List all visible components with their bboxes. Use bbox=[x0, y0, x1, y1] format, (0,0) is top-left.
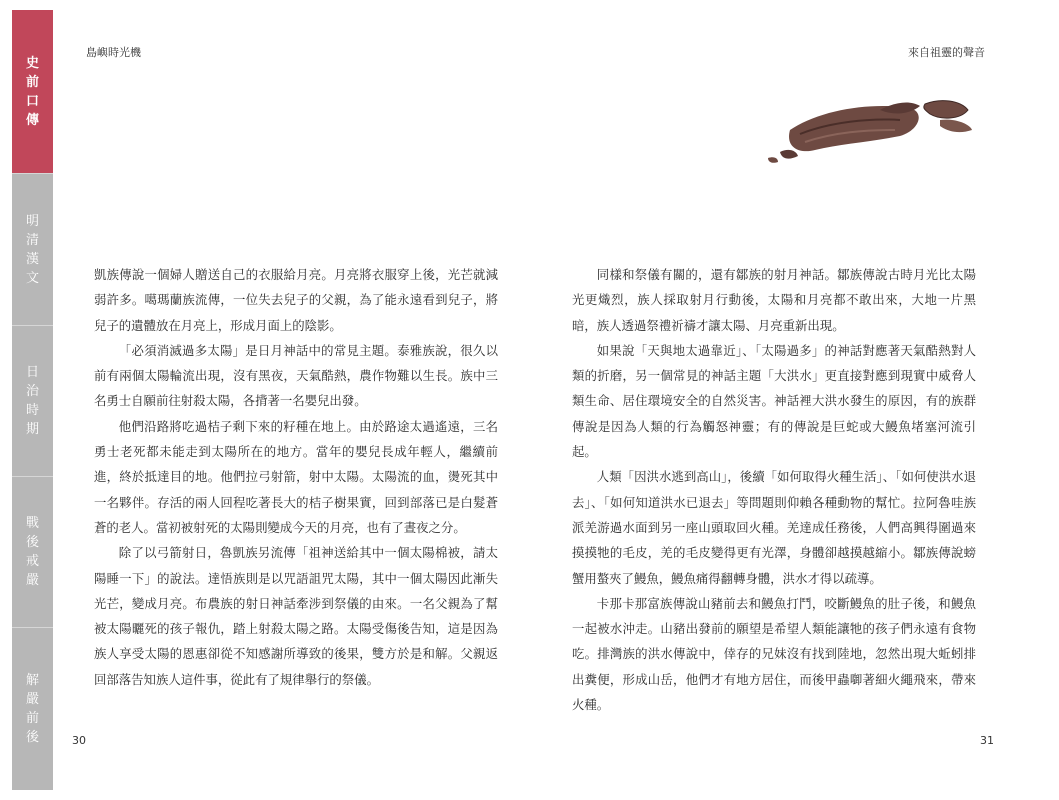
tab-char: 戒 bbox=[25, 554, 39, 569]
page-number-right: 31 bbox=[980, 734, 994, 747]
tab-japanese-era[interactable] bbox=[12, 325, 53, 476]
tab-char: 史 bbox=[25, 55, 39, 71]
tab-char: 治 bbox=[25, 384, 39, 399]
tab-char: 後 bbox=[25, 730, 39, 745]
tab-char: 文 bbox=[25, 270, 39, 286]
tab-char: 口 bbox=[25, 93, 39, 109]
tab-char: 解 bbox=[25, 673, 39, 688]
tab-post-martial-law[interactable] bbox=[12, 627, 53, 790]
tab-char: 明 bbox=[25, 213, 39, 229]
page-number-left: 30 bbox=[72, 734, 86, 747]
paragraph: 人類「因洪水逃到高山」，後續「如何取得火種生活」、「如何使洪水退去」、「如何知道洪水已退去」等問題則仰賴各種動物的幫忙。拉阿魯哇族派羌游過水面到另一座山頭取回火種。羌達成任務後，人們高興得圍過來摸摸牠的毛皮，羌的毛皮變得更有光澤，身體卻越摸越縮小。鄒族傳說螃蟹用螯夾了鰻魚，鰻魚痛得翻轉身體，洪水才得以疏導。 bbox=[572, 469, 976, 586]
tab-char: 前 bbox=[25, 74, 39, 90]
tab-char: 嚴 bbox=[25, 573, 39, 588]
rock-illustration bbox=[760, 90, 980, 170]
tab-char: 前 bbox=[25, 711, 39, 726]
paragraph: 凱族傳說一個婦人贈送自己的衣服給月亮。月亮將衣服穿上後，光芒就減弱許多。噶瑪蘭族流傳，一位失去兒子的父親，為了能永遠看到兒子，將兒子的遺體放在月亮上，形成月面上的陰影。 bbox=[94, 267, 498, 333]
tab-char: 嚴 bbox=[25, 692, 39, 707]
left-column-text bbox=[94, 262, 498, 692]
paragraph: 如果說「天與地太過靠近」、「太陽過多」的神話對應著天氣酷熱對人類的折磨，另一個常見的神話主題「大洪水」更直接對應到現實中威脅人類生命、居住環境安全的自然災害。神話裡大洪水發生的原因，有的族群傳說是因為人類的行為觸怒神靈；有的傳說是巨蛇或大鰻魚堵塞河流引起。 bbox=[572, 342, 976, 460]
running-header-right: 來自祖靈的聲音 bbox=[908, 46, 985, 59]
tab-char: 後 bbox=[25, 535, 39, 550]
paragraph: 除了以弓箭射日，魯凱族另流傳「祖神送給其中一個太陽棉被，請太陽睡一下」的說法。達悟族則是以咒語詛咒太陽，其中一個太陽因此漸失光芒，變成月亮。布農族的射日神話牽涉到祭儀的由來。一名父親為了幫被太陽曬死的孩子報仇，踏上射殺太陽之路。太陽受傷後告知，這是因為族人享受太陽的恩惠卻從不知感謝所導致的後果，雙方於是和解。父親返回部落告知族人這件事，從此有了規律舉行的祭儀。 bbox=[94, 545, 498, 687]
right-column-text bbox=[572, 262, 976, 717]
tab-char: 清 bbox=[25, 232, 39, 248]
tab-char: 日 bbox=[25, 365, 39, 380]
paragraph: 同樣和祭儀有關的，還有鄒族的射月神話。鄒族傳說古時月光比太陽光更熾烈，族人採取射月行動後，太陽和月亮都不敢出來，大地一片黑暗，族人透過祭禮祈禱才讓太陽、月亮重新出現。 bbox=[572, 267, 976, 333]
tab-prehistoric-oral[interactable] bbox=[12, 10, 53, 173]
chapter-sidebar bbox=[12, 10, 53, 790]
tab-char: 傳 bbox=[25, 112, 39, 128]
tab-ming-qing[interactable] bbox=[12, 173, 53, 325]
tab-char: 期 bbox=[25, 422, 39, 437]
tab-char: 戰 bbox=[25, 516, 39, 531]
tab-martial-law[interactable] bbox=[12, 476, 53, 627]
tab-char: 漢 bbox=[25, 251, 39, 267]
paragraph: 卡那卡那富族傳說山豬前去和鰻魚打鬥，咬斷鰻魚的肚子後，和鰻魚一起被水沖走。山豬出發前的願望是希望人類能讓牠的孩子們永遠有食物吃。排灣族的洪水傳說中，倖存的兄妹沒有找到陸地，忽然出現大蚯蚓排出糞便，形成山岳，他們才有地方居住，而後甲蟲啣著細火繩飛來，帶來火種。 bbox=[572, 595, 976, 713]
running-header-left: 島嶼時光機 bbox=[86, 46, 141, 59]
tab-char: 時 bbox=[25, 403, 39, 418]
paragraph: 他們沿路將吃過桔子剩下來的籽種在地上。由於路途太過遙遠，三名勇士老死都未能走到太陽所在的地方。當年的嬰兒長成年輕人，繼續前進，終於抵達目的地。他們拉弓射箭，射中太陽。太陽流的血，燙死其中一名夥伴。存活的兩人回程吃著長大的桔子樹果實，回到部落已是白髮蒼蒼的老人。當初被射死的太陽則變成今天的月亮，也有了晝夜之分。 bbox=[94, 418, 498, 535]
paragraph: 「必須消滅過多太陽」是日月神話中的常見主題。泰雅族說，很久以前有兩個太陽輪流出現，沒有黑夜，天氣酷熱，農作物難以生長。族中三名勇士自願前往射殺太陽，各揹著一名嬰兒出發。 bbox=[94, 342, 498, 409]
